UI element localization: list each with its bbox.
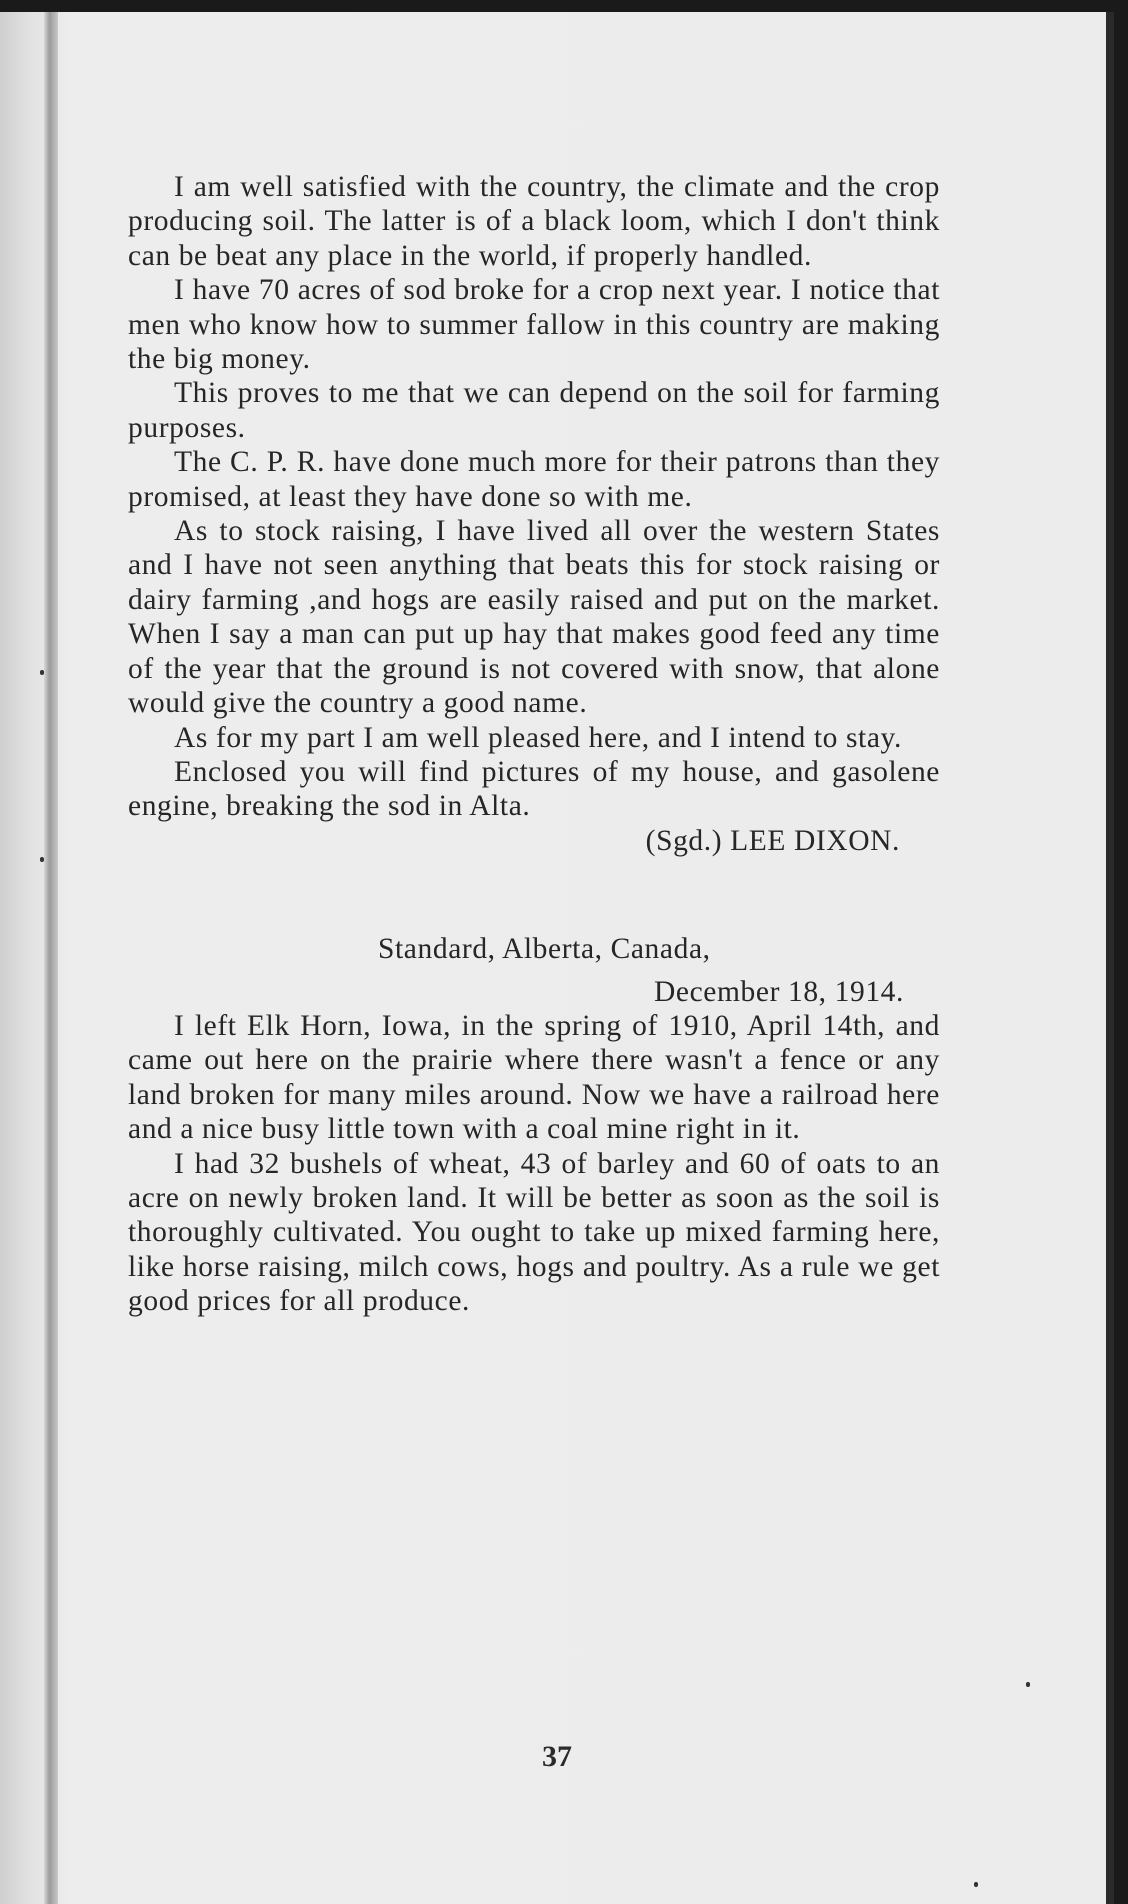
letter1-paragraph-7: Enclosed you will find pictures of my house, and gasolene engine, breaking the sod in Alta.	[128, 755, 940, 823]
letter1-paragraph-1: I am well satisfied with the country, the climate and the crop producing soil. The latter is of a black loom, which I don't think can be beat any place in the world, if properly handled.	[128, 171, 940, 272]
dust-speck	[40, 857, 44, 862]
letter1-paragraph-3: This proves to me that we can depend on the soil for farming purposes.	[128, 377, 940, 444]
letter2-place: Standard, Alberta, Canada,	[378, 933, 711, 966]
page-edge-shadow	[1106, 12, 1114, 1904]
letter1-paragraph-5: As to stock raising, I have lived all over the western States and I have not seen anything that beats this for stock raising or dairy farming ,and hogs are easily raised and put on the market. When I say a man can put up hay that makes good feed any time of the year that the ground is not covered with snow, that alone would give the country a good name.	[128, 515, 940, 720]
book-page	[0, 12, 1114, 1904]
letter1-signature: (Sgd.) LEE DIXON.	[645, 824, 900, 857]
letter1-paragraph-2: I have 70 acres of sod broke for a crop next year. I notice that men who know how to summer fallow in this country are making the big money.	[128, 274, 940, 376]
book-spine	[44, 12, 58, 1904]
letter1-paragraph-4: The C. P. R. have done much more for their patrons than they promised, at least they have done so with me.	[128, 446, 940, 513]
page-text	[128, 170, 940, 1319]
dust-speck	[40, 670, 44, 675]
letter2-date: December 18, 1914.	[654, 975, 904, 1008]
letter2-paragraph-2: I had 32 bushels of wheat, 43 of barley and 60 of oats to an acre on newly broken land. It will be better as soon as the soil is thoroughly cultivated. You ought to take up mixed farming here, like horse raising, milch cows, hogs and poultry. As a rule we get good prices for all produce.	[128, 1147, 940, 1318]
letter2-paragraph-1: I left Elk Horn, Iowa, in the spring of 1910, April 14th, and came out here on the prairie where there wasn't a fence or any land broken for many miles around. Now we have a railroad here and a nice busy little town with a coal mine right in it.	[128, 1009, 940, 1146]
page-number: 37	[542, 1740, 572, 1773]
letter1-paragraph-6: As for my part I am well pleased here, and I intend to stay.	[174, 721, 902, 754]
dust-speck	[1026, 1682, 1030, 1687]
dust-speck	[974, 1882, 978, 1887]
